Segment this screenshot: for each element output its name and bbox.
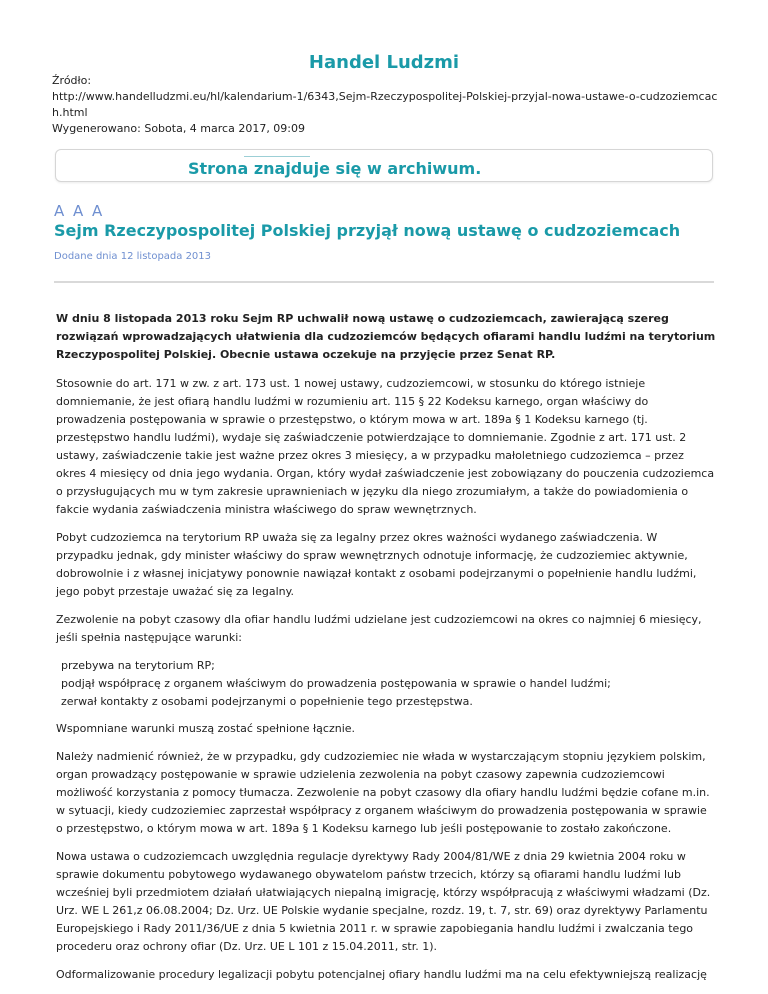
- paragraph-1: Stosownie do art. 171 w zw. z art. 173 ust. 1 nowej ustawy, cudzoziemcowi, w stosunku do którego istnieje domniemanie, że jest ofiarą handlu ludźmi w rozumieniu art. 115 § 22 Kodeksu karnego, organ właściwy do prowadzenia postępowania w sprawie o przestępstwo, o którym mowa w art. 189a § 1 Kodeksu karnego (tj. przestępstwo handlu ludźmi), wydaje się zaświadczenie potwierdzające to domniemanie. Zgodnie z art. 171 ust. 2 ustawy, zaświadczenie takie jest ważne przez okres 3 miesięcy, a w przypadku małoletniego cudzoziemca – przez okres 4 miesięcy od dnia jego wydania. Organ, który wydał zaświadczenie jest zobowiązany do pouczenia cudzoziemca o przysługujących mu w tym zakresie uprawnieniach w języku dla niego zrozumiałym, a także do powiadomienia o fakcie wydania zaświadczenia ministra właściwego do spraw wewnętrznych.: [56, 377, 715, 516]
- source-label: Źródło:: [52, 74, 92, 87]
- paragraph-2: Pobyt cudzoziemca na terytorium RP uważa się za legalny przez okres ważności wydanego zaświadczenia. W przypadku jednak, gdy minister właściwy do spraw wewnętrznych odnotuje informację, że cudzoziemiec aktywnie, dobrowolnie i z własnej inicjatywy ponownie nawiązał kontakt z osobami podejrzanymi o popełnienie handlu ludźmi, jego pobyt przestaje uważać się za legalny.: [56, 531, 697, 598]
- source-url-line1[interactable]: http://www.handelludzmi.eu/hl/kalendarium-1/6343,Sejm-Rzeczypospolitej-Polskiej-przyjal-nowa-ustawe-o-cudzoziemcach.ht: [52, 90, 718, 119]
- paragraph-6: Nowa ustawa o cudzoziemcach uwzględnia regulacje dyrektywy Rady 2004/81/WE z dnia 29 kwietnia 2004 roku w sprawie dokumentu pobytowego wydawanego obywatelom państw trzecich, którzy są ofiarami handlu ludźmi lub wcześniej byli przedmiotem działań ułatwiających niepalną imigrację, którzy współpracują z właściwymi władzami (Dz. Urz. WE L 261,z 06.08.2004; Dz. Urz. UE Polskie wydanie specjalne, rozdz. 19, t. 7, str. 69) oraz dyrektywy Parlamentu Europejskiego i Rady 2011/36/UE z dnia 5 kwietnia 2011 r. w sprawie zapobiegania handlu ludźmi i zwalczania tego procederu oraz ochrony ofiar (Dz. Urz. UE L 101 z 15.04.2011, str. 1).: [56, 850, 711, 953]
- article-body: [56, 310, 716, 994]
- list-item: podjął współpracę z organem właściwym do prowadzenia postępowania w sprawie o handel ludźmi;: [61, 677, 611, 690]
- source-url-line2[interactable]: ml: [73, 106, 88, 119]
- list-item: zerwał kontakty z osobami podejrzanymi o popełnienie tego przestępstwa.: [61, 695, 473, 708]
- conditions-list: [56, 657, 716, 711]
- list-item: przebywa na terytorium RP;: [61, 659, 215, 672]
- paragraph-3: Zezwolenie na pobyt czasowy dla ofiar handlu ludźmi udzielane jest cudzoziemcowi na okres co najmniej 6 miesięcy, jeśli spełnia następujące warunki:: [56, 613, 702, 644]
- font-size-controls[interactable]: A A A: [54, 202, 105, 220]
- site-title[interactable]: Handel Ludzmi: [308, 52, 460, 73]
- source-url[interactable]: [52, 89, 722, 121]
- archive-decor-line: [244, 156, 310, 157]
- article-date: Dodane dnia 12 listopada 2013: [54, 251, 212, 262]
- archive-notice: Strona znajduje się w archiwum.: [188, 159, 482, 178]
- paragraph-7: Odformalizowanie procedury legalizacji pobytu potencjalnej ofiary handlu ludźmi ma na celu efektywniejszą realizację: [56, 968, 707, 981]
- divider: [54, 281, 714, 283]
- paragraph-5: Należy nadmienić również, że w przypadku, gdy cudzoziemiec nie włada w wystarczającym stopniu językiem polskim, organ prowadzący postępowanie w sprawie udzielenia zezwolenia na pobyt czasowy zapewnia cudzoziemcowi możliwość korzystania z pomocy tłumacza. Zezwolenie na pobyt czasowy dla ofiary handlu ludźmi będzie cofane m.in. w sytuacji, kiedy cudzoziemiec zaprzestał współpracy z organem właściwym do prowadzenia postępowania w sprawie o przestępstwo, o którym mowa w art. 189a § 1 Kodeksu karnego lub jeśli postępowanie to zostało zakończone.: [56, 750, 710, 835]
- article-title: Sejm Rzeczypospolitej Polskiej przyjął nową ustawę o cudzoziemcach: [54, 221, 681, 240]
- paragraph-4: Wspomniane warunki muszą zostać spełnione łącznie.: [56, 722, 356, 735]
- generated-date: Wygenerowano: Sobota, 4 marca 2017, 09:09: [52, 122, 306, 135]
- article-lead: W dniu 8 listopada 2013 roku Sejm RP uchwalił nową ustawę o cudzoziemcach, zawierającą szereg rozwiązań wprowadzających ułatwienia dla cudzoziemców będących ofiarami handlu ludźmi na terytorium Rzeczypospolitej Polskiej. Obecnie ustawa oczekuje na przyjęcie przez Senat RP.: [56, 312, 716, 361]
- source-meta: [52, 73, 722, 137]
